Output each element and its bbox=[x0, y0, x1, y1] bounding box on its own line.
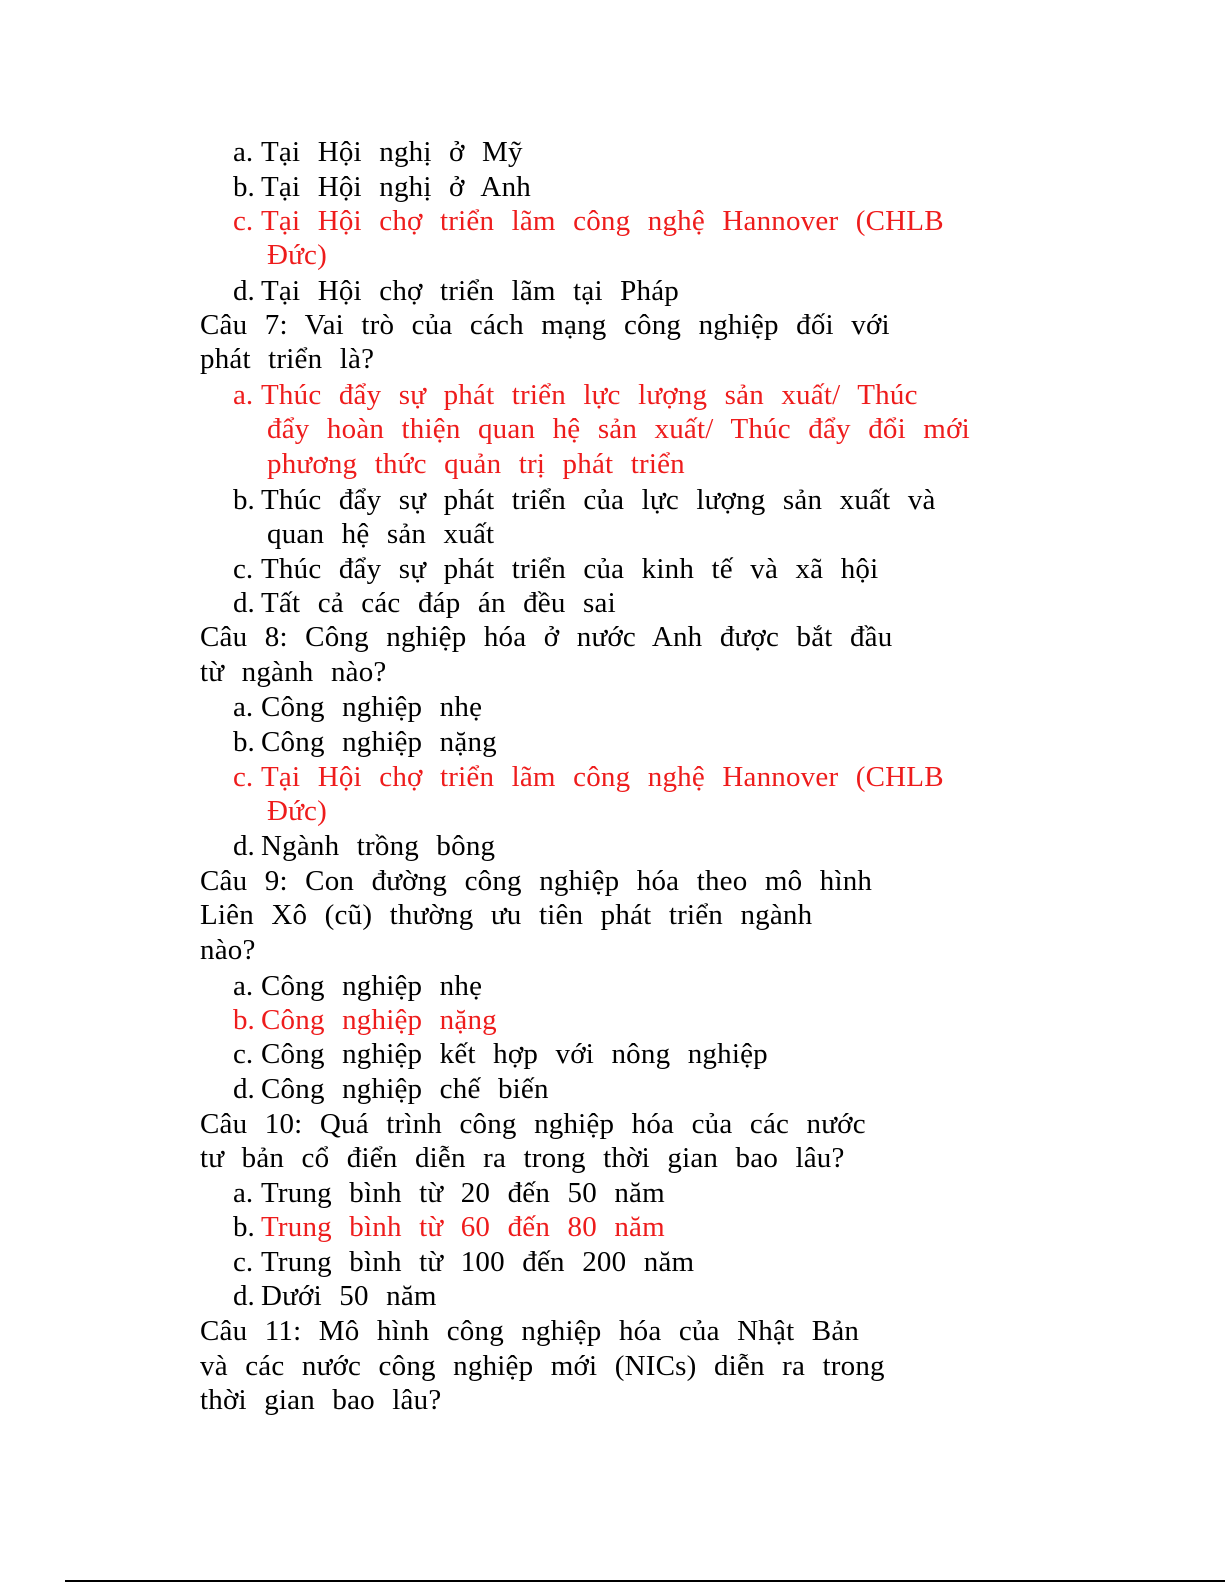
option-text: Trung bình từ 20 đến 50 năm bbox=[261, 1177, 665, 1209]
option-text-continuation: phương thức quản trị phát triển bbox=[267, 448, 685, 480]
option-text: Tất cả các đáp án đều sai bbox=[261, 587, 616, 619]
question-text: Câu 9: Con đường công nghiệp hóa theo mô hình bbox=[200, 865, 873, 897]
option-text: Thúc đẩy sự phát triển của kinh tế và xã hội bbox=[261, 553, 879, 585]
option-letter: b. bbox=[233, 1211, 255, 1243]
question-text: thời gian bao lâu? bbox=[200, 1384, 442, 1416]
option-letter: b. bbox=[233, 1004, 255, 1036]
option-text: Công nghiệp chế biến bbox=[261, 1073, 549, 1105]
option-letter: d. bbox=[233, 1073, 255, 1105]
option-text: Tại Hội nghị ở Mỹ bbox=[261, 136, 523, 168]
option-text-continuation: Đức) bbox=[267, 239, 327, 271]
question-text: và các nước công nghiệp mới (NICs) diễn ra trong bbox=[200, 1350, 885, 1382]
option-letter: a. bbox=[233, 970, 254, 1002]
question-text: Câu 8: Công nghiệp hóa ở nước Anh được bắt đầu bbox=[200, 621, 893, 653]
answer-option-text: Tại Hội chợ triển lãm công nghệ Hannover (CHLB bbox=[261, 761, 944, 793]
option-letter: d. bbox=[233, 587, 255, 619]
page-bottom-rule bbox=[65, 1580, 1225, 1582]
question-text: phát triển là? bbox=[200, 343, 375, 375]
option-letter: c. bbox=[233, 1246, 254, 1278]
option-letter: b. bbox=[233, 171, 255, 203]
answer-option-text: Trung bình từ 60 đến 80 năm bbox=[261, 1211, 665, 1243]
question-text: Câu 7: Vai trò của cách mạng công nghiệp đối với bbox=[200, 309, 890, 341]
option-text: Công nghiệp nhẹ bbox=[261, 970, 483, 1002]
option-letter: a. bbox=[233, 136, 254, 168]
answer-option-text: Công nghiệp nặng bbox=[261, 1004, 497, 1036]
option-text: Công nghiệp nhẹ bbox=[261, 691, 483, 723]
option-text: Công nghiệp kết hợp với nông nghiệp bbox=[261, 1038, 768, 1070]
option-text-continuation: Đức) bbox=[267, 795, 327, 827]
answer-option-text: Thúc đẩy sự phát triển lực lượng sản xuất/ Thúc bbox=[261, 379, 918, 411]
option-letter: a. bbox=[233, 691, 254, 723]
question-text: Câu 10: Quá trình công nghiệp hóa của các nước bbox=[200, 1108, 866, 1140]
option-letter: a. bbox=[233, 379, 254, 411]
option-text: Công nghiệp nặng bbox=[261, 726, 497, 758]
question-text: tư bản cổ điển diễn ra trong thời gian bao lâu? bbox=[200, 1142, 845, 1174]
option-text: Thúc đẩy sự phát triển của lực lượng sản xuất và bbox=[261, 484, 936, 516]
option-text-continuation: quan hệ sản xuất bbox=[267, 518, 495, 550]
option-letter: d. bbox=[233, 275, 255, 307]
question-text: Câu 11: Mô hình công nghiệp hóa của Nhật Bản bbox=[200, 1315, 860, 1347]
answer-option-text: Tại Hội chợ triển lãm công nghệ Hannover (CHLB bbox=[261, 205, 944, 237]
option-letter: b. bbox=[233, 726, 255, 758]
option-letter: c. bbox=[233, 553, 254, 585]
option-text: Dưới 50 năm bbox=[261, 1280, 437, 1312]
option-text: Tại Hội nghị ở Anh bbox=[261, 171, 531, 203]
option-letter: c. bbox=[233, 1038, 254, 1070]
option-letter: b. bbox=[233, 484, 255, 516]
question-text: nào? bbox=[200, 934, 256, 966]
option-letter: c. bbox=[233, 761, 254, 793]
option-letter: d. bbox=[233, 1280, 255, 1312]
option-text: Tại Hội chợ triển lãm tại Pháp bbox=[261, 275, 679, 307]
option-text-continuation: đẩy hoàn thiện quan hệ sản xuất/ Thúc đẩy đổi mới bbox=[267, 413, 970, 445]
option-text: Ngành trồng bông bbox=[261, 830, 496, 862]
question-text: từ ngành nào? bbox=[200, 656, 387, 688]
option-letter: d. bbox=[233, 830, 255, 862]
question-text: Liên Xô (cũ) thường ưu tiên phát triển ngành bbox=[200, 899, 813, 931]
option-letter: a. bbox=[233, 1177, 254, 1209]
option-text: Trung bình từ 100 đến 200 năm bbox=[261, 1246, 695, 1278]
option-letter: c. bbox=[233, 205, 254, 237]
